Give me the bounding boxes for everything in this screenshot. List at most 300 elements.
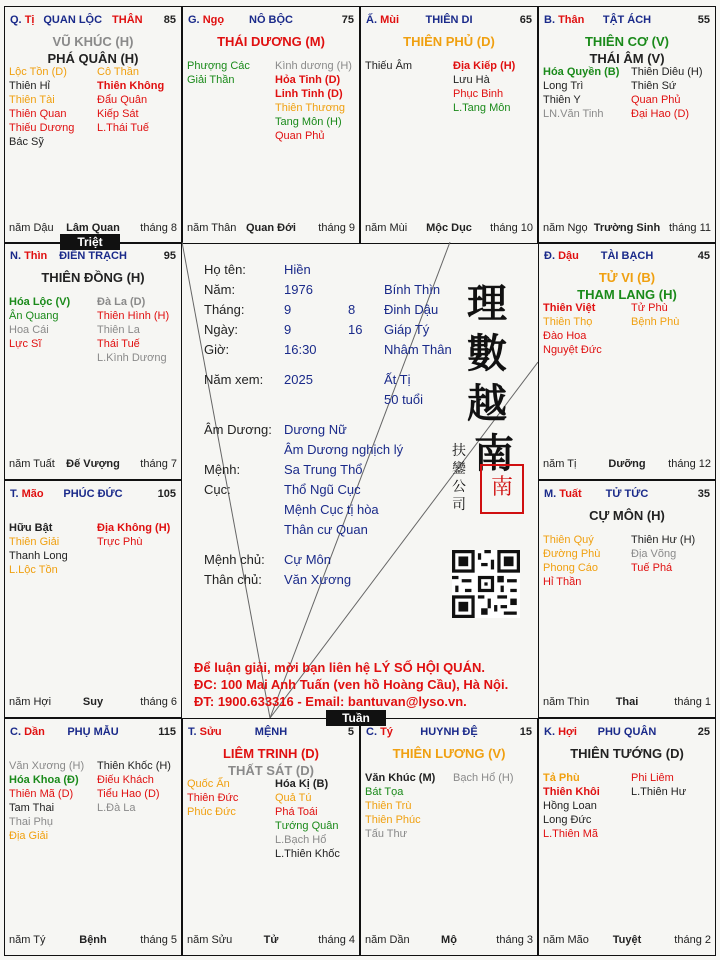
cuc-value: Thổ Ngũ Cục — [284, 482, 361, 497]
minor-star[interactable]: Thiên Y — [543, 94, 581, 106]
minor-stars-left — [365, 771, 435, 841]
palace-stem: Ấ. — [366, 14, 377, 26]
minor-star[interactable]: Thiên Diêu (H) — [631, 66, 703, 78]
minor-star[interactable]: Nguyệt Đức — [543, 344, 602, 356]
view-year-label: Năm xem: — [204, 372, 264, 387]
minor-star[interactable]: Giải Thần — [187, 74, 235, 86]
minor-star[interactable]: Kiếp Sát — [97, 108, 139, 120]
palace-ty[interactable] — [4, 6, 182, 244]
month-canchi: Đinh Dậu — [384, 302, 439, 317]
minor-star[interactable]: Địa Giải — [9, 830, 49, 842]
palace-cycle-stage: Dưỡng — [608, 458, 646, 470]
palace-dau[interactable] — [538, 242, 716, 480]
minor-star[interactable]: Kình dương (H) — [275, 60, 352, 72]
minor-stars-left — [365, 59, 412, 73]
minor-star[interactable]: L.Thái Tuế — [97, 122, 149, 134]
hour-value: 16:30 — [284, 342, 317, 357]
palace-header — [544, 488, 710, 502]
palace-header — [10, 726, 176, 740]
palace-branch-name: Thân — [558, 14, 585, 26]
minor-star[interactable]: Thiên Đức — [187, 792, 239, 804]
minor-star[interactable]: Thiên Thọ — [543, 316, 593, 328]
minor-star[interactable]: Phong Cáo — [543, 562, 599, 574]
minor-star[interactable]: Hỏa Tinh (D) — [275, 74, 341, 86]
red-seal-stamp: 南 — [480, 464, 524, 514]
minor-star[interactable]: Văn Xương (H) — [9, 760, 85, 772]
palace-cycle-stage: Lâm Quan — [66, 222, 120, 234]
palace-header — [10, 14, 176, 28]
main-star[interactable]: THIÊN PHỦ (D) — [403, 34, 495, 49]
palace-year: năm Dần — [365, 934, 410, 946]
day-label: Ngày: — [204, 322, 238, 337]
minor-star[interactable]: Lộc Tồn (D) — [9, 66, 67, 78]
palace-than[interactable] — [538, 6, 716, 244]
menh-value: Sa Trung Thổ — [284, 462, 363, 477]
palace-month: tháng 9 — [318, 222, 355, 234]
view-year-canchi: Ất Tị — [384, 372, 411, 387]
palace-year: năm Mùi — [365, 222, 408, 234]
main-star[interactable]: THÁI DƯƠNG (M) — [217, 34, 325, 49]
minor-star[interactable]: Hóa Khoa (Đ) — [9, 774, 79, 786]
minor-star[interactable]: Địa Võng — [631, 548, 677, 560]
minor-star[interactable]: Hóa Lộc (V) — [9, 296, 71, 308]
palace-header — [544, 726, 710, 740]
palace-age: 35 — [697, 488, 710, 500]
house-label: PHỤ MẪU — [67, 726, 119, 738]
palace-footer — [9, 696, 177, 709]
minor-star[interactable]: Đường Phù — [543, 548, 601, 560]
minor-star[interactable]: Tấu Thư — [365, 828, 408, 840]
main-stars — [539, 745, 715, 762]
minor-star[interactable]: Đà La (D) — [97, 296, 146, 308]
main-stars — [539, 269, 715, 303]
minor-star[interactable]: Phá Toái — [275, 806, 318, 818]
house-label: PHÚC ĐỨC — [63, 488, 123, 500]
palace-footer — [365, 222, 533, 235]
palace-suu[interactable] — [182, 718, 360, 956]
house-label: TẬT ÁCH — [602, 14, 652, 26]
minor-star[interactable]: Điếu Khách — [97, 774, 154, 786]
hour-canchi: Nhâm Thân — [384, 342, 452, 357]
palace-year: năm Hợi — [9, 696, 52, 708]
amduong-value: Dương Nữ — [284, 422, 347, 437]
house-label: QUAN LỘC — [43, 14, 103, 26]
main-stars — [5, 269, 181, 286]
calligraphy-char-3: 越 — [467, 380, 507, 427]
minor-star[interactable]: Lực Sĩ — [9, 338, 42, 350]
minor-star[interactable]: Đại Hao (D) — [631, 108, 690, 120]
minor-star[interactable]: Thiên Khốc (H) — [97, 760, 171, 772]
palace-cycle-stage: Tuyệt — [612, 934, 642, 946]
minor-star[interactable]: Thái Tuế — [97, 338, 140, 350]
minor-star[interactable]: Thiên Tài — [9, 94, 55, 106]
main-star[interactable]: THIÊN TƯỚNG (D) — [570, 746, 684, 761]
house-label: THIÊN DI — [425, 14, 473, 26]
minor-star[interactable]: Thiên La — [97, 324, 140, 336]
palace-mui[interactable] — [360, 6, 538, 244]
minor-star[interactable]: Quan Phủ — [275, 130, 325, 142]
palace-branch-name: Tị — [24, 14, 35, 26]
palace-cycle-stage: Mộc Dục — [426, 222, 472, 234]
palace-year: năm Ngọ — [543, 222, 588, 234]
view-year-value: 2025 — [284, 372, 313, 387]
qr-code[interactable] — [452, 550, 520, 618]
main-star[interactable]: THẤT SÁT (D) — [228, 763, 314, 778]
minor-star[interactable]: Thiên Thương — [275, 102, 346, 114]
minor-star[interactable]: Quả Tú — [275, 792, 312, 804]
minor-stars-right — [97, 521, 170, 549]
minor-star[interactable]: Phượng Các — [187, 60, 250, 72]
minor-star[interactable]: Địa Kiếp (H) — [453, 60, 516, 72]
house-label: PHU QUÂN — [597, 726, 657, 738]
minor-star[interactable]: Ân Quang — [9, 310, 59, 322]
year-canchi: Bính Thìn — [384, 282, 441, 297]
palace-house-name — [10, 726, 176, 738]
than-chu-value: Văn Xương — [284, 572, 352, 587]
minor-stars-left — [187, 59, 250, 87]
palace-year: năm Thân — [187, 222, 237, 234]
minor-star[interactable]: Tam Thai — [9, 802, 55, 814]
house-label: ĐIỀN TRẠCH — [59, 250, 127, 262]
minor-star[interactable]: Thiên Phúc — [365, 814, 421, 826]
name-value: Hiền — [284, 262, 311, 277]
amduong-note: Âm Dương nghịch lý — [284, 442, 404, 457]
palace-branch-name: Dần — [24, 726, 45, 738]
minor-stars-left — [543, 533, 600, 589]
palace-branch-name: Ngọ — [202, 14, 225, 26]
palace-year: năm Mão — [543, 934, 589, 946]
palace-house-name — [10, 488, 176, 500]
palace-cycle-stage: Mộ — [441, 934, 457, 946]
palace-branch-name: Mùi — [380, 14, 400, 26]
palace-branch-name: Thìn — [24, 250, 48, 262]
palace-footer — [9, 458, 177, 471]
house-label: NÔ BỘC — [249, 14, 293, 26]
palace-stem: B. — [544, 14, 555, 26]
minor-star[interactable]: Bạch Hổ (H) — [453, 772, 514, 784]
main-stars — [539, 507, 715, 524]
palace-stem: G. — [188, 14, 200, 26]
palace-ty2[interactable] — [360, 718, 538, 956]
minor-stars-left — [9, 521, 68, 577]
minor-star[interactable]: Thiên Sứ — [631, 80, 677, 92]
palace-hoi[interactable] — [538, 718, 716, 956]
minor-star[interactable]: Thiên Hỉ — [9, 80, 50, 92]
palace-age: 55 — [697, 14, 710, 26]
minor-star[interactable]: Đào Hoa — [543, 330, 587, 342]
minor-star[interactable]: L.Thiên Hư — [631, 786, 687, 798]
palace-age: 15 — [519, 726, 532, 738]
minor-star[interactable]: Thanh Long — [9, 550, 68, 562]
palace-header — [366, 14, 532, 28]
palace-branch-name: Tý — [380, 726, 393, 738]
minor-stars-left — [9, 65, 74, 149]
minor-star[interactable]: Thiên Quý — [543, 534, 594, 546]
palace-header — [366, 726, 532, 740]
main-star[interactable]: VŨ KHÚC (H) — [52, 34, 134, 49]
minor-stars-left — [9, 759, 84, 843]
minor-star[interactable]: L.Bạch Hổ — [275, 834, 327, 846]
minor-star[interactable]: Thai Phụ — [9, 816, 54, 828]
name-label: Họ tên: — [204, 262, 246, 277]
palace-month: tháng 2 — [674, 934, 711, 946]
contact-line-2: ĐC: 100 Mai Anh Tuấn (ven hồ Hoàng Cầu), Hà Nội. — [194, 677, 509, 692]
palace-age: 45 — [697, 250, 710, 262]
minor-star[interactable]: Hồng Loan — [543, 800, 597, 812]
palace-year: năm Dậu — [9, 222, 54, 234]
calligraphy-side-text: 扶鑾公司 — [452, 443, 466, 513]
minor-star[interactable]: Đẩu Quân — [97, 94, 148, 106]
minor-star[interactable]: Quốc Ấn — [187, 778, 230, 790]
minor-star[interactable]: Long Trì — [543, 80, 584, 92]
minor-star[interactable]: Văn Khúc (M) — [365, 772, 436, 784]
minor-star[interactable]: L.Lộc Tồn — [9, 564, 58, 576]
minor-star[interactable]: Quan Phủ — [631, 94, 681, 106]
minor-star[interactable]: Tử Phù — [631, 302, 668, 314]
minor-star[interactable]: L.Đà La — [97, 802, 136, 814]
minor-star[interactable]: L.Thiên Khốc — [275, 848, 340, 860]
palace-house-name — [544, 250, 710, 262]
palace-header — [188, 14, 354, 28]
minor-star[interactable]: Thiên Trù — [365, 800, 412, 812]
triet-marker: Triệt — [60, 234, 120, 250]
palace-year: năm Thìn — [543, 696, 590, 708]
palace-house-name — [188, 726, 354, 738]
minor-star[interactable]: Long Đức — [543, 814, 592, 826]
palace-header — [544, 250, 710, 264]
minor-star[interactable]: Tướng Quân — [275, 820, 339, 832]
palace-footer — [543, 934, 711, 947]
palace-cycle-stage: Đế Vượng — [66, 458, 120, 470]
house-label: MỆNH — [254, 726, 288, 738]
palace-stem: C. — [10, 726, 21, 738]
month-value: 9 — [284, 302, 292, 317]
minor-star[interactable]: Hóa Quyền (B) — [543, 66, 620, 78]
palace-mao[interactable] — [4, 480, 182, 718]
minor-stars-right — [453, 59, 515, 115]
palace-month: tháng 6 — [140, 696, 177, 708]
year-label: Năm: — [204, 282, 236, 297]
minor-star[interactable]: L.Thiên Mã — [543, 828, 599, 840]
day-canchi: Giáp Tý — [384, 322, 430, 337]
palace-age: 75 — [341, 14, 354, 26]
minor-stars-right — [631, 301, 679, 329]
hour-label: Giờ: — [204, 342, 230, 357]
minor-star[interactable]: Bác Sỹ — [9, 136, 44, 148]
palace-footer — [187, 934, 355, 947]
main-star[interactable]: PHÁ QUÂN (H) — [47, 51, 139, 66]
year-value: 1976 — [284, 282, 313, 297]
minor-star[interactable]: Thiên Quan — [9, 108, 67, 120]
day-value-solar: 16 — [348, 322, 363, 337]
minor-star[interactable]: Phi Liêm — [631, 772, 674, 784]
than-indicator: THÂN — [112, 14, 143, 26]
main-star[interactable]: CỰ MÔN (H) — [589, 508, 665, 523]
minor-star[interactable]: Cô Thần — [97, 66, 139, 78]
minor-star[interactable]: Thiên Hư (H) — [631, 534, 696, 546]
palace-house-name — [188, 14, 354, 26]
palace-cycle-stage: Thai — [615, 696, 639, 708]
minor-stars-left — [543, 771, 600, 841]
palace-age: 115 — [158, 726, 176, 738]
main-stars — [361, 745, 537, 762]
center-info-panel — [182, 242, 538, 718]
palace-cycle-stage: Quan Đới — [246, 222, 296, 234]
palace-branch-name: Mão — [21, 488, 44, 500]
palace-stem: M. — [544, 488, 557, 500]
than-cu-note: Thân cư Quan — [284, 522, 368, 537]
minor-stars-right — [275, 59, 352, 143]
palace-stem: Đ. — [544, 250, 555, 262]
palace-house-name — [544, 726, 710, 738]
palace-cycle-stage: Bệnh — [79, 934, 107, 946]
minor-star[interactable]: Trực Phù — [97, 536, 143, 548]
palace-month: tháng 5 — [140, 934, 177, 946]
minor-star[interactable]: Bệnh Phù — [631, 316, 680, 328]
minor-stars-left — [187, 777, 238, 819]
minor-star[interactable]: Phúc Đức — [187, 806, 236, 818]
minor-star[interactable]: Phục Binh — [453, 88, 504, 100]
minor-stars-left — [543, 301, 602, 357]
palace-month: tháng 1 — [674, 696, 711, 708]
palace-stem: K. — [544, 726, 555, 738]
minor-star[interactable]: Thiên Việt — [543, 302, 596, 314]
main-star[interactable]: THÁI ÂM (V) — [589, 51, 665, 66]
palace-thin[interactable] — [4, 242, 182, 480]
calligraphy-char-1: 理 — [467, 280, 507, 327]
palace-cycle-stage: Tử — [263, 934, 279, 946]
palace-cycle-stage: Suy — [82, 696, 104, 708]
minor-star[interactable]: Thiên Giải — [9, 536, 60, 548]
palace-age: 25 — [697, 726, 710, 738]
minor-star[interactable]: Hoa Cái — [9, 324, 49, 336]
main-star[interactable]: LIÊM TRINH (D) — [222, 746, 320, 761]
main-stars — [361, 33, 537, 50]
palace-month: tháng 10 — [490, 222, 533, 234]
main-stars — [539, 33, 715, 67]
minor-star[interactable]: Hóa Kị (B) — [275, 778, 329, 790]
palace-age: 65 — [519, 14, 532, 26]
day-value: 9 — [284, 322, 292, 337]
palace-ngo[interactable] — [182, 6, 360, 244]
minor-star[interactable]: Thiên Mã (D) — [9, 788, 74, 800]
minor-stars-right — [97, 65, 164, 135]
minor-star[interactable]: Lưu Hà — [453, 74, 490, 86]
minor-stars-right — [631, 65, 703, 121]
palace-footer — [543, 696, 711, 709]
main-star[interactable]: THIÊN CƠ (V) — [584, 34, 670, 49]
minor-star[interactable]: Thiên Không — [97, 80, 165, 92]
minor-star[interactable]: Thiên Hình (H) — [97, 310, 170, 322]
house-label: TÀI BẠCH — [600, 250, 654, 262]
palace-cycle-stage: Trường Sinh — [593, 222, 661, 234]
minor-star[interactable]: Tả Phù — [543, 772, 580, 784]
minor-star[interactable]: Địa Không (H) — [97, 522, 171, 534]
palace-year: năm Tý — [9, 934, 46, 946]
main-star[interactable]: THIÊN ĐỒNG (H) — [41, 270, 145, 285]
palace-tuat[interactable] — [538, 480, 716, 718]
palace-year: năm Tuất — [9, 458, 55, 470]
minor-stars-right — [97, 759, 171, 815]
palace-house-name — [366, 14, 532, 26]
amduong-label: Âm Dương: — [204, 422, 272, 437]
main-stars — [183, 745, 359, 779]
minor-star[interactable]: Hỉ Thần — [543, 576, 582, 588]
cuc-label: Cục: — [204, 482, 231, 497]
minor-star[interactable]: Thiếu Dương — [9, 122, 75, 134]
minor-star[interactable]: Thiếu Âm — [365, 60, 413, 72]
palace-branch-name: Dậu — [558, 250, 579, 262]
minor-stars-right — [631, 533, 695, 575]
palace-header — [188, 726, 354, 740]
palace-footer — [543, 222, 711, 235]
calligraphy-char-2: 數 — [467, 330, 507, 377]
menh-chu-label: Mệnh chủ: — [204, 552, 265, 567]
minor-star[interactable]: Tiểu Hao (D) — [97, 788, 160, 800]
cuc-note: Mệnh Cục tị hòa — [284, 502, 379, 517]
age-value: 50 tuổi — [384, 392, 424, 407]
minor-star[interactable]: Bát Tọa — [365, 786, 404, 798]
main-star[interactable]: THIÊN LƯƠNG (V) — [392, 746, 506, 761]
palace-stem: T. — [10, 488, 19, 500]
main-star[interactable]: THAM LANG (H) — [577, 287, 677, 302]
palace-month: tháng 11 — [668, 222, 711, 234]
palace-header — [10, 250, 176, 264]
minor-star[interactable]: Thiên Khôi — [543, 786, 600, 798]
minor-star[interactable]: Linh Tinh (D) — [275, 88, 343, 100]
palace-stem: N. — [10, 250, 21, 262]
minor-star[interactable]: L.Tang Môn — [453, 102, 511, 114]
palace-month: tháng 3 — [496, 934, 533, 946]
palace-branch-name: Tuất — [559, 488, 582, 500]
palace-stem: Q. — [10, 14, 22, 26]
palace-branch-name: Sửu — [199, 726, 222, 738]
minor-star[interactable]: Hữu Bật — [9, 522, 53, 534]
palace-branch-name: Hợi — [558, 726, 577, 738]
month-value-solar: 8 — [348, 302, 356, 317]
minor-stars-right — [453, 771, 514, 785]
palace-month: tháng 4 — [318, 934, 355, 946]
palace-month: tháng 8 — [140, 222, 177, 234]
palace-footer — [543, 458, 711, 471]
menh-chu-value: Cự Môn — [284, 552, 331, 567]
palace-dan[interactable] — [4, 718, 182, 956]
minor-stars-right — [631, 771, 686, 799]
palace-stem: C. — [366, 726, 377, 738]
than-chu-label: Thân chủ: — [204, 572, 262, 587]
contact-line-3: ĐT: 1900.633316 - Email: bantuvan@lyso.vn. — [194, 694, 467, 709]
minor-star[interactable]: Tuế Phá — [631, 562, 673, 574]
palace-house-name — [366, 726, 532, 738]
minor-star[interactable]: LN.Văn Tinh — [543, 108, 604, 120]
tuan-marker: Tuần — [326, 710, 386, 726]
calligraphy-char-4: 南 — [474, 430, 514, 477]
palace-age: 105 — [157, 488, 176, 500]
minor-stars-left — [543, 65, 619, 121]
minor-star[interactable]: L.Kình Dương — [97, 352, 167, 364]
minor-stars-left — [9, 295, 70, 351]
palace-age: 5 — [347, 726, 354, 738]
palace-house-name — [544, 14, 710, 26]
palace-header — [10, 488, 176, 502]
house-label: HUYNH ĐỆ — [420, 726, 478, 738]
minor-stars-right — [275, 777, 340, 861]
palace-stem: T. — [188, 726, 197, 738]
minor-star[interactable]: Tang Môn (H) — [275, 116, 342, 128]
main-star[interactable]: TỬ VI (B) — [598, 270, 656, 285]
palace-house-name — [10, 250, 176, 262]
palace-year: năm Tị — [543, 458, 577, 470]
